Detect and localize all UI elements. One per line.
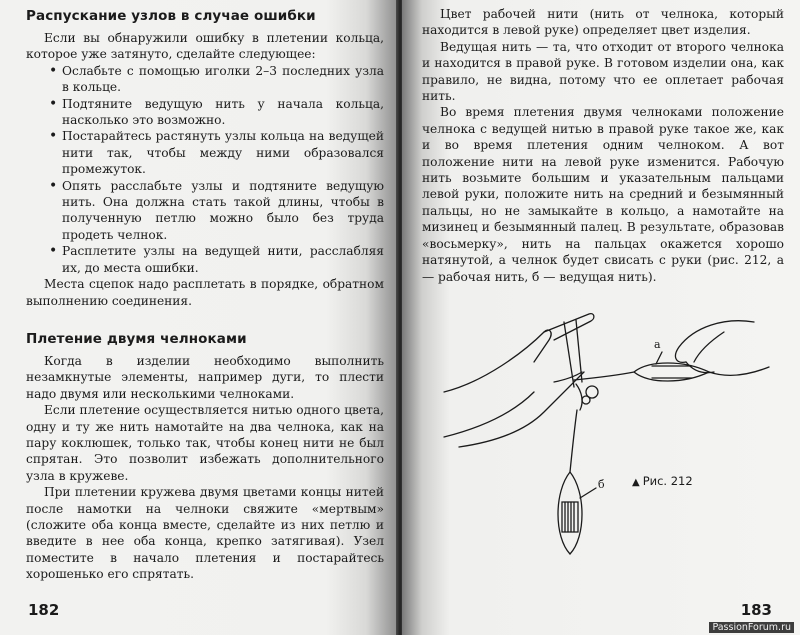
watermark: PassionForum.ru [709, 622, 794, 633]
section-title-two-shuttles: Плетение двумя челноками [26, 330, 247, 347]
list-item: • Ослабьте с помощью иголки 2–3 последних узла в кольце. [62, 63, 384, 96]
figure-caption-text: Рис. 212 [642, 474, 693, 488]
list-item: • Опять расслабьте узлы и подтяните ведущую нить. Она должна стать такой длины, чтобы в полученную петлю можно было без труда продеть челнок. [62, 178, 384, 244]
unravel-outro: Места сцепок надо расплетать в порядке, обратном выполнению соединения. [26, 277, 384, 308]
page-number-right: 183 [740, 601, 772, 619]
figure-212-illustration [424, 292, 784, 562]
paragraph: Во время плетения двумя челноками положение челнока с ведущей нитью в правой руке такое же, как и во время плетения одним челноком. А вот положение нити на левой руке изменится. Рабочую нить возьмите большим и указательным пальцами левой руки, положите нить на средний и безымянный пальцы, но не замыкайте в кольцо, а намотайте на мизинец и безымянный палец. В результате, образовав «восьмерку», нить на пальцах окажется хорошо натянутой, а челнок будет свисать с руки (рис. 212, а — рабочая нить, б — ведущая нить). [422, 105, 784, 284]
figure-label-b: б [598, 478, 605, 491]
left-page [0, 0, 398, 635]
page-number-left: 182 [28, 601, 60, 619]
paragraph: При плетении кружева двумя цветами концы нитей после намотки на челноки свяжите «мертвым» (сложите оба конца вместе, сделайте из них петлю и введите в нее оба конца, крепко затягивая). Узел поместите в начало плетения и постарайтесь хорошенько его спрятать. [26, 485, 384, 582]
paragraph: Ведущая нить — та, что отходит от второго челнока и находится в правой руке. В готовом изделии она, как правило, не видна, потому что ее оплетает рабочая нить. [422, 39, 784, 104]
list-item: • Подтяните ведущую нить у начала кольца, насколько это возможно. [62, 96, 384, 129]
paragraph: Если плетение осуществляется нитью одного цвета, одну и ту же нить намотайте на два челнока, как на пару коклюшек, только так, чтобы конец нити не был спрятан. Это позволит избежать дополнительного узла в кружеве. [26, 403, 384, 483]
unravel-intro: Если вы обнаружили ошибку в плетении кольца, которое уже затянуто, сделайте следующее: [26, 31, 384, 62]
right-page [402, 0, 800, 635]
paragraph: Когда в изделии необходимо выполнить незамкнутые элементы, например дуги, то плести надо двумя или несколькими челноками. [26, 353, 384, 401]
triangle-marker-icon: ▲ [632, 477, 640, 488]
list-item: • Расплетите узлы на ведущей нити, расслабляя их, до места ошибки. [62, 243, 384, 276]
list-item: • Постарайтесь растянуть узлы кольца на ведущей нити так, чтобы между ними образовался промежуток. [62, 128, 384, 177]
section-title-unravel: Распускание узлов в случае ошибки [26, 8, 316, 24]
paragraph: Цвет рабочей нити (нить от челнока, который находится в левой руке) определяет цвет изделия. [422, 7, 784, 38]
figure-caption [632, 474, 693, 488]
unravel-steps-list [26, 63, 384, 276]
figure-label-a: а [654, 338, 661, 351]
